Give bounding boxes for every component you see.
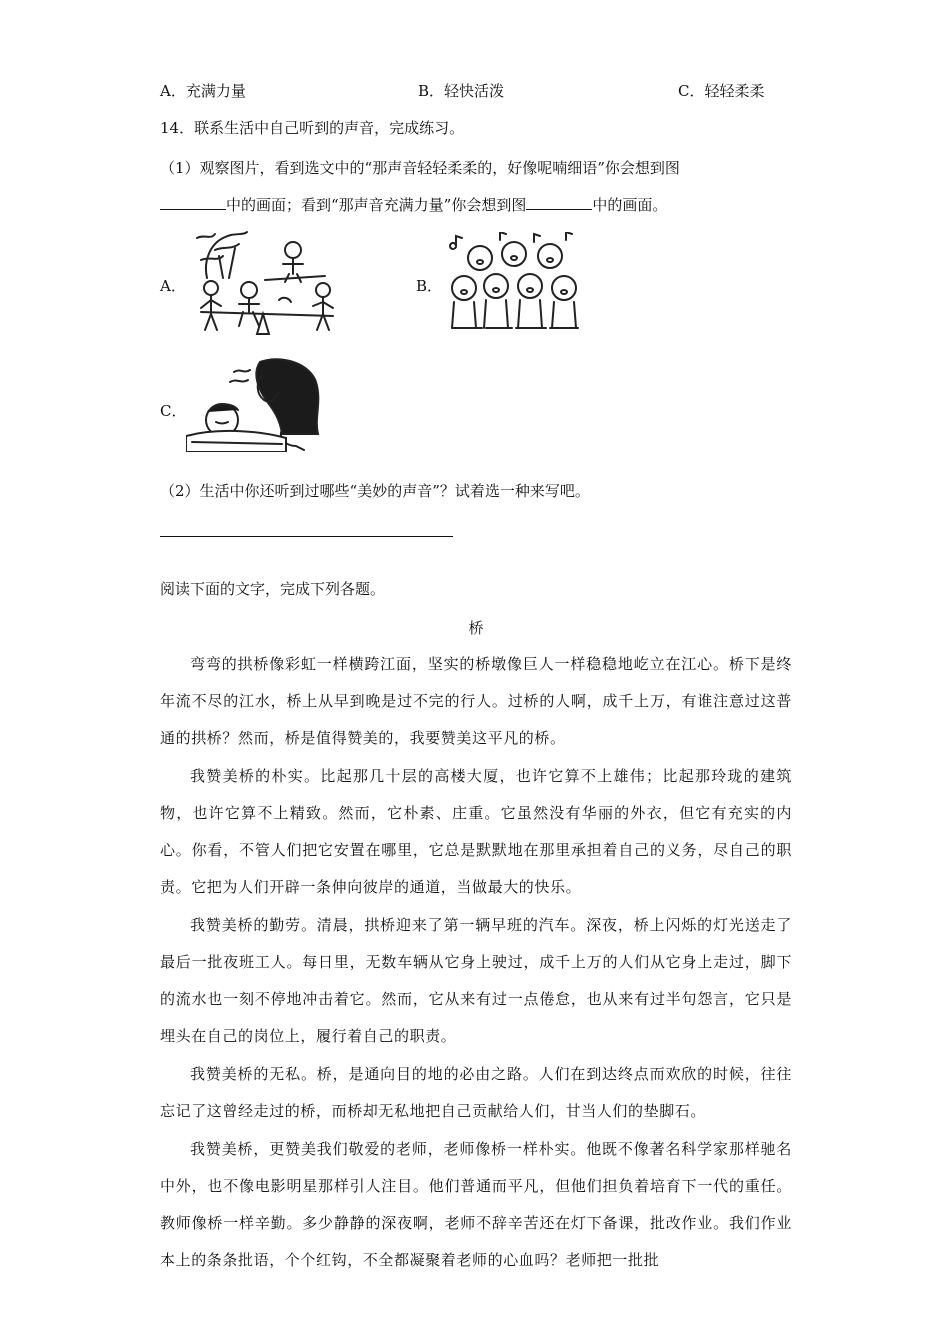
picture-b-children-singing bbox=[446, 232, 582, 334]
option-b: B．轻快活泼 bbox=[418, 82, 505, 100]
answer-line[interactable] bbox=[160, 536, 453, 537]
reading-intro: 阅读下面的文字，完成下列各题。 bbox=[160, 580, 386, 598]
option-c: C．轻轻柔柔 bbox=[678, 82, 765, 100]
answer-blank-2[interactable] bbox=[526, 195, 592, 210]
passage-paragraph-5: 我赞美桥，更赞美我们敬爱的老师，老师像桥一样朴实。他既不像著名科学家那样驰名中外，也不像电影明星那样引人注目。他们普通而平凡，但他们担负着培育下一代的重任。教师像桥一样辛勤。多少静静的深夜啊，老师不辞辛苦还在灯下备课，批改作业。我们作业本上的条条批语，个个红钩，不全都凝聚着老师的心血吗？老师把一批批 bbox=[160, 1140, 792, 1269]
passage-title: 桥 bbox=[468, 619, 484, 637]
passage-paragraph-4: 我赞美桥的无私。桥，是通向目的地的必由之路。人们在到达终点而欢欣的时候，往往忘记了这曾经走过的桥，而桥却无私地把自己贡献给人们，甘当人们的垫脚石。 bbox=[160, 1065, 792, 1120]
passage-paragraph-1: 弯弯的拱桥像彩虹一样横跨江面，坚实的桥墩像巨人一样稳稳地屹立在江心。桥下是终年流不尽的江水，桥上从早到晚是过不完的行人。过桥的人啊，成千上万，有谁注意过这普通的拱桥？然而，桥是值得赞美的，我要赞美这平凡的桥。 bbox=[160, 655, 792, 747]
answer-blank-1[interactable] bbox=[160, 195, 226, 210]
picture-a-label: A． bbox=[160, 277, 186, 295]
passage-paragraph-3: 我赞美桥的勤劳。清晨，拱桥迎来了第一辆早班的汽车。深夜，桥上闪烁的灯光送走了最后一批夜班工人。每日里，无数车辆从它身上驶过，成千上万的人们从它身上走过，脚下的流水也一刻不停地冲击着它。然而，它从来有过一点倦怠，也从来有过半句怨言，它只是埋头在自己的岗位上，履行着自己的职责。 bbox=[160, 916, 792, 1045]
picture-c-mother-and-child bbox=[186, 358, 336, 452]
question-14-title: 14．联系生活中自己听到的声音，完成练习。 bbox=[160, 119, 465, 137]
picture-a-children-playing bbox=[193, 230, 341, 338]
question-14-part2: （2）生活中你还听到过哪些“美妙的声音”？试着选一种来写吧。 bbox=[160, 482, 590, 500]
option-a: A．充满力量 bbox=[160, 82, 246, 100]
picture-c-label: C． bbox=[160, 402, 187, 420]
passage-paragraph-2: 我赞美桥的朴实。比起那几十层的高楼大厦，也许它算不上雄伟；比起那玲珑的建筑物，也许它算不上精致。然而，它朴素、庄重。它虽然没有华丽的外衣，但它有充实的内心。你看，不管人们把它安置在哪里，它总是默默地在那里承担着自己的义务，尽自己的职责。它把为人们开辟一条伸向彼岸的通道，当做最大的快乐。 bbox=[160, 767, 792, 896]
question-14-part1-line1: （1）观察图片，看到选文中的“那声音轻轻柔柔的，好像呢喃细语”你会想到图 bbox=[160, 159, 680, 177]
question-14-part1-line2: 中的画面；看到“那声音充满力量”你会想到图 中的画面。 bbox=[160, 194, 667, 215]
picture-b-label: B． bbox=[416, 277, 443, 295]
